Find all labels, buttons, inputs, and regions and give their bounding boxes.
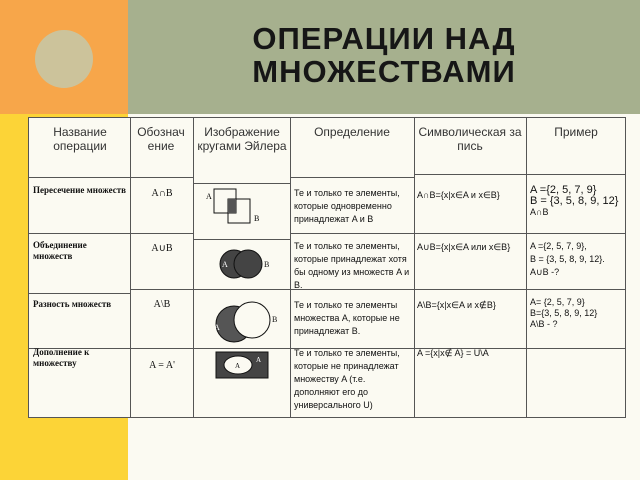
definition-complement: Те и только те элементы, которые не принадлежат множеству A (т.е. дополняют его до универсального U) xyxy=(294,348,400,410)
column-divider xyxy=(193,117,194,418)
label-complement: A xyxy=(256,356,262,364)
row-divider xyxy=(130,348,193,349)
euler-difference-diagram xyxy=(204,292,284,348)
row-divider xyxy=(290,177,414,178)
row-divider xyxy=(130,289,193,290)
column-divider xyxy=(130,117,131,418)
row-divider xyxy=(290,233,414,234)
header-name: Название операции xyxy=(53,125,107,153)
row-name-difference: Разность множеств xyxy=(33,299,112,309)
row-name-complement: Дополнение к множеству xyxy=(33,347,90,368)
label-a: A xyxy=(222,260,228,269)
row-divider xyxy=(193,239,290,240)
set-b-shape xyxy=(234,250,262,278)
symbolic-difference: A\B={x|x∈A и x∉B} xyxy=(417,300,496,310)
title-line-2: МНОЖЕСТВАМИ xyxy=(252,54,516,89)
example-line: B={3, 5, 8, 9, 12} xyxy=(530,308,598,318)
symbolic-complement: A ={x|x∉ A} = U\A xyxy=(417,348,489,358)
symbolic-intersection: A∩B={x|x∈A и x∈B} xyxy=(417,190,500,200)
euler-union-diagram xyxy=(206,242,278,286)
row-divider xyxy=(526,174,626,175)
title-line-1: ОПЕРАЦИИ НАД xyxy=(252,21,516,56)
column-divider xyxy=(290,117,291,418)
example-intersection xyxy=(530,185,624,218)
symbolic-union: A∪B={x|x∈A или x∈B} xyxy=(417,242,511,252)
notation-union: A∪B xyxy=(151,243,173,254)
definition-union: Те и только те элементы, которые принадлежат хотя бы одному из множеств A и B. xyxy=(294,241,410,290)
example-difference xyxy=(530,297,624,330)
header-example: Пример xyxy=(554,125,598,139)
cell-gap xyxy=(204,292,284,298)
table-border xyxy=(625,117,626,418)
header-symbolic: Символическая запись xyxy=(418,125,522,153)
example-line: A∪B -? xyxy=(530,267,560,277)
example-line: A ={2, 5, 7, 9} xyxy=(530,185,597,196)
example-line: B = {3, 5, 8, 9, 12}. xyxy=(530,254,605,264)
label-a: A xyxy=(235,362,241,370)
label-a: A xyxy=(206,192,212,201)
row-divider xyxy=(414,174,526,175)
column-divider xyxy=(526,117,527,418)
example-line: B = {3, 5, 8, 9, 12} xyxy=(530,195,619,207)
row-divider xyxy=(130,233,193,234)
definition-difference: Те и только те элементы множества A, которые не принадлежат B. xyxy=(294,300,400,336)
row-name-union: Объединение множеств xyxy=(33,240,87,261)
header-euler: Изображение кругами Эйлера xyxy=(197,125,287,153)
row-divider xyxy=(28,177,130,178)
row-divider xyxy=(526,348,626,349)
row-divider xyxy=(193,183,290,184)
row-divider xyxy=(28,233,130,234)
example-line: A∩B xyxy=(530,207,549,217)
table-border xyxy=(28,117,29,418)
definition-intersection: Те и только те элементы, которые одновременно принадлежат A и B xyxy=(294,188,400,224)
row-divider xyxy=(28,293,130,294)
header-notation: Обозначение xyxy=(137,125,185,153)
row-divider xyxy=(414,233,526,234)
header-definition: Определение xyxy=(314,125,390,139)
row-divider xyxy=(526,289,626,290)
intersection-area xyxy=(228,199,236,213)
row-divider xyxy=(130,177,193,178)
euler-complement-diagram xyxy=(204,348,284,388)
label-b: B xyxy=(254,214,260,223)
column-divider xyxy=(414,117,415,418)
euler-intersection-diagram xyxy=(204,185,276,237)
notation-difference: A\B xyxy=(153,299,171,310)
example-union xyxy=(530,240,624,279)
example-line: A= {2, 5, 7, 9} xyxy=(530,297,585,307)
notation-complement: A = A' xyxy=(149,360,175,371)
example-line: A\B - ? xyxy=(530,319,558,329)
notation-intersection: A∩B xyxy=(151,188,173,199)
decorative-circle xyxy=(35,30,93,88)
label-a: A xyxy=(214,323,220,332)
example-line: A ={2, 5, 7, 9}, xyxy=(530,241,587,251)
slide-title xyxy=(128,22,640,88)
table-border xyxy=(28,417,626,418)
row-divider xyxy=(193,289,290,290)
row-divider xyxy=(414,289,526,290)
set-b-shape xyxy=(234,302,270,338)
row-divider xyxy=(526,233,626,234)
label-b: B xyxy=(272,315,278,324)
table-border xyxy=(28,117,626,118)
label-b: B xyxy=(264,260,270,269)
operations-table xyxy=(28,117,626,418)
row-name-intersection: Пересечение множеств xyxy=(33,185,127,195)
